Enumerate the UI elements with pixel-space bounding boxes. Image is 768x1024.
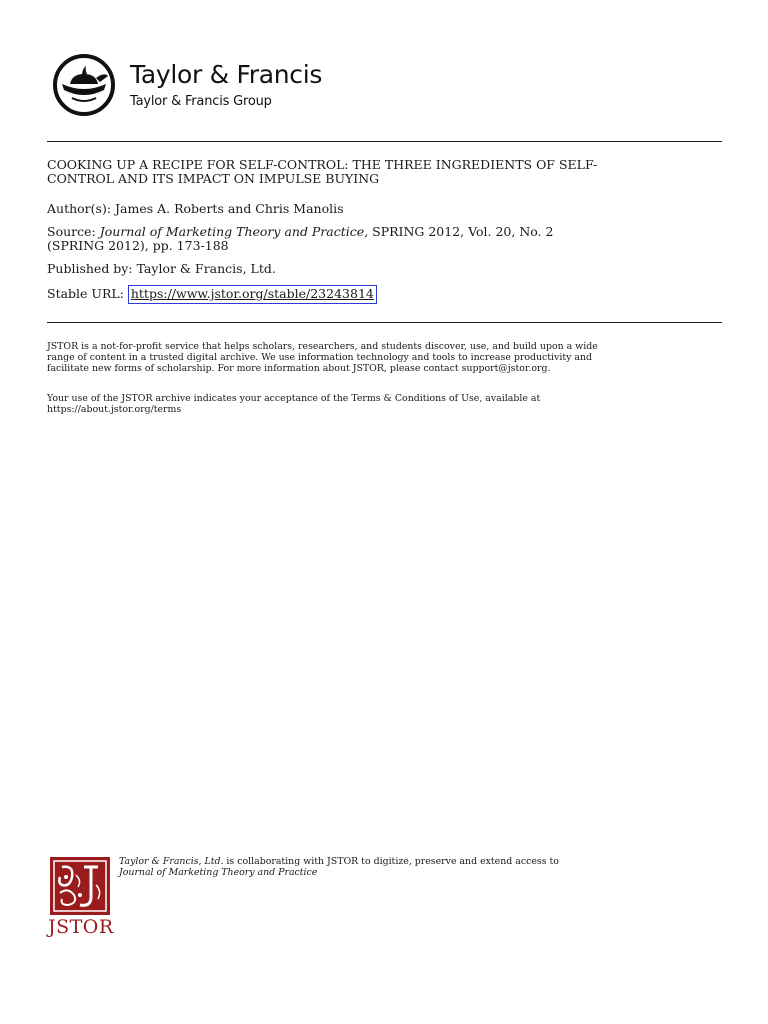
source-row [47,225,727,253]
divider-top [47,141,722,142]
teapot-lamp-icon [52,54,118,116]
jstor-footer [47,855,727,945]
article-title: COOKING UP A RECIPE FOR SELF-CONTROL: THE THREE INGREDIENTS OF SELF- CONTROL AND ITS IMPACT ON IMPULSE BUYING [47,157,598,186]
stable-url-label: Stable URL: [47,286,124,301]
source-journal: Journal of Marketing Theory and Practice [99,224,365,239]
jstor-logo-icon [50,857,110,915]
source-label: Source: [47,224,96,239]
notice-paragraph-about: JSTOR is a not-for-profit service that helps scholars, researchers, and students discover, use, and build upon a wide range of content in a trusted digital archive. We use information technology and tools to increase productivity and facilitate new forms of scholarship. For more information about JSTOR, please contact support@jstor.org. [47,341,598,374]
divider-middle [47,322,722,323]
publisher-logo-group: Taylor & Francis Group [130,94,272,109]
collaboration-statement [119,856,559,878]
article-metadata [47,158,727,313]
source-details-line1: , SPRING 2012, Vol. 20, No. 2 [364,224,554,239]
stable-url-row [47,285,727,304]
collab-text: is collaborating with JSTOR to digitize, preserve and extend access to [223,856,559,867]
authors-label: Author(s): [47,201,112,216]
publisher-logo [52,54,342,118]
collab-journal: Journal of Marketing Theory and Practice [119,867,318,878]
authors-row [47,202,727,216]
stable-url-link[interactable]: https://www.jstor.org/stable/23243814 [128,285,377,304]
jstor-wordmark: JSTOR [48,916,114,938]
publisher-logo-name: Taylor & Francis [130,60,323,89]
authors-value: James A. Roberts and Chris Manolis [115,201,344,216]
jstor-notice [47,330,727,434]
publisher-value: Taylor & Francis, Ltd. [136,261,276,276]
publisher-row [47,262,727,276]
notice-paragraph-terms: Your use of the JSTOR archive indicates your acceptance of the Terms & Conditions of Use, available at https://about.jstor.org/terms [47,393,541,415]
collab-publisher: Taylor & Francis, Ltd. [119,856,224,867]
source-details-line2: (SPRING 2012), pp. 173-188 [47,238,229,253]
published-label: Published by: [47,261,133,276]
